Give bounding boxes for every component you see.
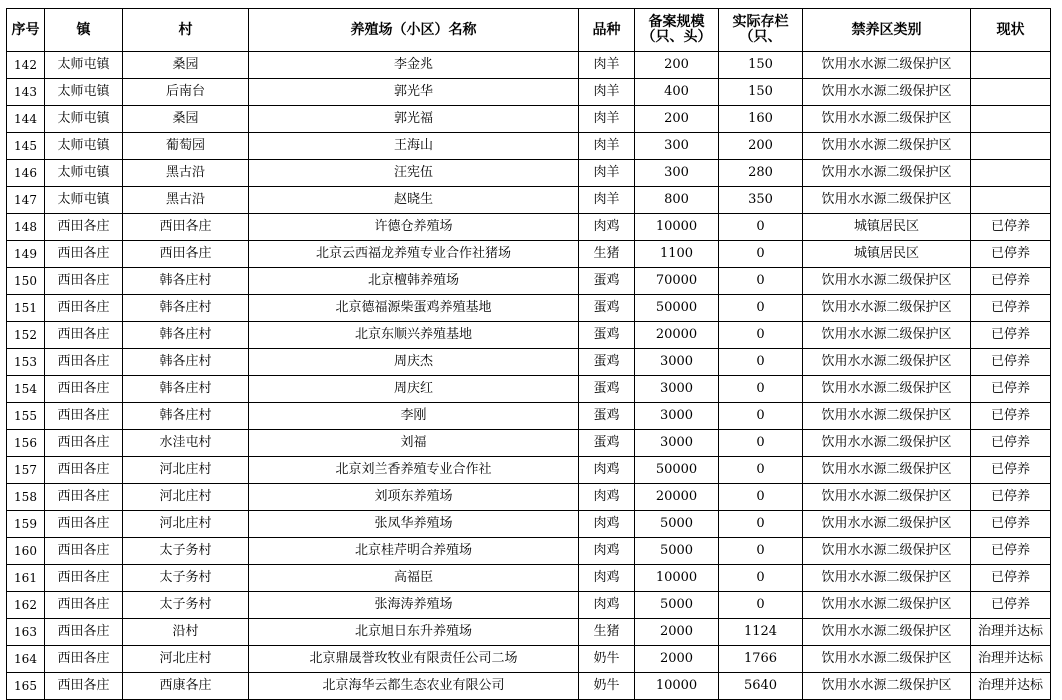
header-actual-stock: 实际存栏（只、 <box>719 9 803 52</box>
cell-seq: 160 <box>7 538 45 565</box>
cell-status: 治理并达标 <box>971 673 1051 700</box>
header-species: 品种 <box>579 9 635 52</box>
cell-registered-scale: 5000 <box>635 592 719 619</box>
table-row <box>7 484 1051 511</box>
cell-village: 太子务村 <box>123 538 249 565</box>
cell-status: 已停养 <box>971 403 1051 430</box>
cell-status: 已停养 <box>971 241 1051 268</box>
cell-actual-stock: 5640 <box>719 673 803 700</box>
cell-zone-category: 城镇居民区 <box>803 241 971 268</box>
cell-farm-name: 汪宪伍 <box>249 160 579 187</box>
cell-actual-stock: 160 <box>719 106 803 133</box>
table-body <box>7 52 1051 700</box>
table-row <box>7 403 1051 430</box>
table-row <box>7 106 1051 133</box>
cell-village: 韩各庄村 <box>123 376 249 403</box>
cell-town: 太师屯镇 <box>45 106 123 133</box>
cell-species: 肉鸡 <box>579 214 635 241</box>
cell-town: 西田各庄 <box>45 619 123 646</box>
cell-seq: 157 <box>7 457 45 484</box>
cell-town: 西田各庄 <box>45 511 123 538</box>
table-row <box>7 376 1051 403</box>
cell-seq: 152 <box>7 322 45 349</box>
cell-village: 韩各庄村 <box>123 322 249 349</box>
cell-farm-name: 张凤华养殖场 <box>249 511 579 538</box>
cell-village: 河北庄村 <box>123 484 249 511</box>
cell-actual-stock: 0 <box>719 592 803 619</box>
cell-zone-category: 饮用水水源二级保护区 <box>803 160 971 187</box>
header-farm-name: 养殖场（小区）名称 <box>249 9 579 52</box>
cell-status: 已停养 <box>971 349 1051 376</box>
table-row <box>7 79 1051 106</box>
cell-zone-category: 饮用水水源二级保护区 <box>803 430 971 457</box>
cell-town: 太师屯镇 <box>45 133 123 160</box>
cell-town: 西田各庄 <box>45 538 123 565</box>
cell-species: 蛋鸡 <box>579 403 635 430</box>
cell-seq: 154 <box>7 376 45 403</box>
cell-species: 蛋鸡 <box>579 430 635 457</box>
cell-actual-stock: 0 <box>719 511 803 538</box>
cell-registered-scale: 50000 <box>635 457 719 484</box>
cell-status <box>971 52 1051 79</box>
table-row <box>7 430 1051 457</box>
cell-town: 西田各庄 <box>45 241 123 268</box>
cell-village: 水洼屯村 <box>123 430 249 457</box>
cell-town: 太师屯镇 <box>45 160 123 187</box>
cell-town: 太师屯镇 <box>45 52 123 79</box>
cell-species: 肉鸡 <box>579 538 635 565</box>
header-town: 镇 <box>45 9 123 52</box>
cell-village: 韩各庄村 <box>123 268 249 295</box>
cell-registered-scale: 20000 <box>635 322 719 349</box>
cell-registered-scale: 2000 <box>635 619 719 646</box>
cell-seq: 144 <box>7 106 45 133</box>
cell-status: 已停养 <box>971 484 1051 511</box>
cell-species: 肉鸡 <box>579 484 635 511</box>
cell-actual-stock: 0 <box>719 430 803 457</box>
cell-actual-stock: 1766 <box>719 646 803 673</box>
cell-status <box>971 187 1051 214</box>
cell-status: 已停养 <box>971 538 1051 565</box>
table-row <box>7 592 1051 619</box>
cell-registered-scale: 5000 <box>635 511 719 538</box>
cell-status: 已停养 <box>971 295 1051 322</box>
cell-village: 桑园 <box>123 106 249 133</box>
header-status: 现状 <box>971 9 1051 52</box>
header-row <box>7 9 1051 52</box>
cell-species: 蛋鸡 <box>579 268 635 295</box>
cell-farm-name: 李刚 <box>249 403 579 430</box>
cell-zone-category: 饮用水水源二级保护区 <box>803 646 971 673</box>
cell-status: 已停养 <box>971 565 1051 592</box>
cell-village: 河北庄村 <box>123 646 249 673</box>
cell-village: 河北庄村 <box>123 511 249 538</box>
cell-registered-scale: 200 <box>635 52 719 79</box>
cell-farm-name: 北京檀韩养殖场 <box>249 268 579 295</box>
cell-registered-scale: 3000 <box>635 376 719 403</box>
cell-village: 沿村 <box>123 619 249 646</box>
cell-zone-category: 饮用水水源二级保护区 <box>803 673 971 700</box>
cell-farm-name: 王海山 <box>249 133 579 160</box>
cell-seq: 158 <box>7 484 45 511</box>
cell-registered-scale: 3000 <box>635 403 719 430</box>
cell-zone-category: 饮用水水源二级保护区 <box>803 187 971 214</box>
cell-village: 西田各庄 <box>123 241 249 268</box>
cell-seq: 153 <box>7 349 45 376</box>
cell-farm-name: 北京海华云都生态农业有限公司 <box>249 673 579 700</box>
table-row <box>7 133 1051 160</box>
cell-farm-name: 郭光福 <box>249 106 579 133</box>
cell-species: 蛋鸡 <box>579 349 635 376</box>
cell-town: 西田各庄 <box>45 349 123 376</box>
cell-zone-category: 饮用水水源二级保护区 <box>803 295 971 322</box>
cell-town: 西田各庄 <box>45 376 123 403</box>
cell-zone-category: 饮用水水源二级保护区 <box>803 511 971 538</box>
cell-village: 黑古沿 <box>123 160 249 187</box>
cell-seq: 163 <box>7 619 45 646</box>
table-row <box>7 457 1051 484</box>
cell-village: 韩各庄村 <box>123 403 249 430</box>
cell-actual-stock: 0 <box>719 538 803 565</box>
cell-town: 西田各庄 <box>45 565 123 592</box>
cell-actual-stock: 200 <box>719 133 803 160</box>
cell-actual-stock: 0 <box>719 457 803 484</box>
cell-seq: 148 <box>7 214 45 241</box>
cell-actual-stock: 280 <box>719 160 803 187</box>
cell-farm-name: 高福臣 <box>249 565 579 592</box>
cell-seq: 145 <box>7 133 45 160</box>
cell-seq: 159 <box>7 511 45 538</box>
cell-town: 西田各庄 <box>45 592 123 619</box>
cell-town: 西田各庄 <box>45 403 123 430</box>
cell-registered-scale: 3000 <box>635 349 719 376</box>
cell-seq: 155 <box>7 403 45 430</box>
cell-farm-name: 许德仓养殖场 <box>249 214 579 241</box>
cell-registered-scale: 1100 <box>635 241 719 268</box>
cell-species: 肉羊 <box>579 52 635 79</box>
cell-seq: 164 <box>7 646 45 673</box>
cell-registered-scale: 300 <box>635 133 719 160</box>
cell-species: 肉羊 <box>579 133 635 160</box>
cell-farm-name: 北京云西福龙养殖专业合作社猪场 <box>249 241 579 268</box>
cell-zone-category: 饮用水水源二级保护区 <box>803 349 971 376</box>
cell-registered-scale: 10000 <box>635 673 719 700</box>
cell-seq: 142 <box>7 52 45 79</box>
cell-town: 西田各庄 <box>45 484 123 511</box>
cell-village: 葡萄园 <box>123 133 249 160</box>
cell-status: 已停养 <box>971 214 1051 241</box>
cell-village: 韩各庄村 <box>123 349 249 376</box>
cell-actual-stock: 150 <box>719 52 803 79</box>
cell-species: 肉鸡 <box>579 457 635 484</box>
cell-zone-category: 饮用水水源二级保护区 <box>803 592 971 619</box>
cell-species: 蛋鸡 <box>579 376 635 403</box>
cell-village: 太子务村 <box>123 592 249 619</box>
cell-town: 太师屯镇 <box>45 79 123 106</box>
cell-zone-category: 饮用水水源二级保护区 <box>803 133 971 160</box>
cell-seq: 162 <box>7 592 45 619</box>
cell-seq: 165 <box>7 673 45 700</box>
cell-registered-scale: 3000 <box>635 430 719 457</box>
cell-status: 治理并达标 <box>971 619 1051 646</box>
cell-village: 西田各庄 <box>123 214 249 241</box>
cell-zone-category: 城镇居民区 <box>803 214 971 241</box>
table-row <box>7 268 1051 295</box>
cell-zone-category: 饮用水水源二级保护区 <box>803 79 971 106</box>
cell-actual-stock: 150 <box>719 79 803 106</box>
cell-seq: 161 <box>7 565 45 592</box>
cell-seq: 156 <box>7 430 45 457</box>
cell-seq: 143 <box>7 79 45 106</box>
cell-village: 桑园 <box>123 52 249 79</box>
table-row <box>7 511 1051 538</box>
cell-registered-scale: 10000 <box>635 565 719 592</box>
cell-village: 黑古沿 <box>123 187 249 214</box>
cell-town: 西田各庄 <box>45 322 123 349</box>
cell-actual-stock: 0 <box>719 241 803 268</box>
cell-actual-stock: 0 <box>719 214 803 241</box>
cell-farm-name: 李金兆 <box>249 52 579 79</box>
cell-farm-name: 赵晓生 <box>249 187 579 214</box>
table-row <box>7 322 1051 349</box>
cell-species: 肉羊 <box>579 160 635 187</box>
cell-farm-name: 北京德福源柴蛋鸡养殖基地 <box>249 295 579 322</box>
cell-town: 太师屯镇 <box>45 187 123 214</box>
table-row <box>7 349 1051 376</box>
cell-farm-name: 北京旭日东升养殖场 <box>249 619 579 646</box>
cell-village: 韩各庄村 <box>123 295 249 322</box>
cell-farm-name: 郭光华 <box>249 79 579 106</box>
cell-seq: 151 <box>7 295 45 322</box>
cell-status: 治理并达标 <box>971 646 1051 673</box>
cell-status: 已停养 <box>971 268 1051 295</box>
table-row <box>7 187 1051 214</box>
cell-farm-name: 北京刘兰香养殖专业合作社 <box>249 457 579 484</box>
cell-registered-scale: 800 <box>635 187 719 214</box>
cell-farm-name: 周庆红 <box>249 376 579 403</box>
cell-registered-scale: 10000 <box>635 214 719 241</box>
cell-registered-scale: 400 <box>635 79 719 106</box>
cell-status: 已停养 <box>971 430 1051 457</box>
cell-farm-name: 周庆杰 <box>249 349 579 376</box>
cell-seq: 150 <box>7 268 45 295</box>
cell-actual-stock: 0 <box>719 349 803 376</box>
cell-registered-scale: 2000 <box>635 646 719 673</box>
cell-seq: 146 <box>7 160 45 187</box>
table-row <box>7 52 1051 79</box>
cell-status: 已停养 <box>971 322 1051 349</box>
table-row <box>7 619 1051 646</box>
livestock-farm-table <box>6 8 1051 700</box>
header-village: 村 <box>123 9 249 52</box>
cell-farm-name: 北京东顺兴养殖基地 <box>249 322 579 349</box>
table-row <box>7 160 1051 187</box>
cell-registered-scale: 300 <box>635 160 719 187</box>
table-row <box>7 646 1051 673</box>
cell-species: 奶牛 <box>579 646 635 673</box>
cell-status: 已停养 <box>971 592 1051 619</box>
cell-status: 已停养 <box>971 511 1051 538</box>
cell-zone-category: 饮用水水源二级保护区 <box>803 322 971 349</box>
header-registered-scale: 备案规模（只、头） <box>635 9 719 52</box>
cell-seq: 149 <box>7 241 45 268</box>
cell-registered-scale: 200 <box>635 106 719 133</box>
cell-village: 河北庄村 <box>123 457 249 484</box>
cell-town: 西田各庄 <box>45 214 123 241</box>
cell-registered-scale: 20000 <box>635 484 719 511</box>
cell-status <box>971 133 1051 160</box>
cell-town: 西田各庄 <box>45 295 123 322</box>
cell-zone-category: 饮用水水源二级保护区 <box>803 403 971 430</box>
cell-village: 太子务村 <box>123 565 249 592</box>
cell-zone-category: 饮用水水源二级保护区 <box>803 538 971 565</box>
table-row <box>7 673 1051 700</box>
cell-species: 肉鸡 <box>579 511 635 538</box>
header-zone-category: 禁养区类别 <box>803 9 971 52</box>
cell-village: 后南台 <box>123 79 249 106</box>
cell-farm-name: 北京鼎晟誉玫牧业有限责任公司二场 <box>249 646 579 673</box>
table-row <box>7 214 1051 241</box>
cell-registered-scale: 70000 <box>635 268 719 295</box>
cell-status <box>971 106 1051 133</box>
table-row <box>7 295 1051 322</box>
cell-town: 西田各庄 <box>45 646 123 673</box>
cell-registered-scale: 5000 <box>635 538 719 565</box>
cell-zone-category: 饮用水水源二级保护区 <box>803 457 971 484</box>
cell-species: 蛋鸡 <box>579 322 635 349</box>
cell-status <box>971 160 1051 187</box>
cell-farm-name: 刘项东养殖场 <box>249 484 579 511</box>
cell-species: 生猪 <box>579 241 635 268</box>
cell-status <box>971 79 1051 106</box>
cell-zone-category: 饮用水水源二级保护区 <box>803 484 971 511</box>
cell-species: 生猪 <box>579 619 635 646</box>
table-row <box>7 565 1051 592</box>
cell-actual-stock: 0 <box>719 295 803 322</box>
cell-farm-name: 刘福 <box>249 430 579 457</box>
cell-farm-name: 北京桂芹明合养殖场 <box>249 538 579 565</box>
cell-town: 西田各庄 <box>45 268 123 295</box>
cell-species: 蛋鸡 <box>579 295 635 322</box>
cell-actual-stock: 350 <box>719 187 803 214</box>
cell-zone-category: 饮用水水源二级保护区 <box>803 268 971 295</box>
cell-status: 已停养 <box>971 376 1051 403</box>
cell-registered-scale: 50000 <box>635 295 719 322</box>
cell-actual-stock: 0 <box>719 268 803 295</box>
cell-species: 肉鸡 <box>579 592 635 619</box>
cell-zone-category: 饮用水水源二级保护区 <box>803 106 971 133</box>
cell-town: 西田各庄 <box>45 430 123 457</box>
cell-town: 西田各庄 <box>45 673 123 700</box>
cell-village: 西康各庄 <box>123 673 249 700</box>
cell-actual-stock: 1124 <box>719 619 803 646</box>
header-seq: 序号 <box>7 9 45 52</box>
cell-seq: 147 <box>7 187 45 214</box>
cell-actual-stock: 0 <box>719 376 803 403</box>
cell-actual-stock: 0 <box>719 403 803 430</box>
cell-actual-stock: 0 <box>719 322 803 349</box>
cell-species: 肉羊 <box>579 79 635 106</box>
cell-status: 已停养 <box>971 457 1051 484</box>
table-row <box>7 538 1051 565</box>
table-row <box>7 241 1051 268</box>
cell-zone-category: 饮用水水源二级保护区 <box>803 52 971 79</box>
cell-species: 肉羊 <box>579 106 635 133</box>
cell-species: 肉羊 <box>579 187 635 214</box>
cell-town: 西田各庄 <box>45 457 123 484</box>
cell-zone-category: 饮用水水源二级保护区 <box>803 376 971 403</box>
cell-zone-category: 饮用水水源二级保护区 <box>803 619 971 646</box>
cell-actual-stock: 0 <box>719 565 803 592</box>
cell-species: 奶牛 <box>579 673 635 700</box>
cell-farm-name: 张海涛养殖场 <box>249 592 579 619</box>
cell-zone-category: 饮用水水源二级保护区 <box>803 565 971 592</box>
cell-actual-stock: 0 <box>719 484 803 511</box>
cell-species: 肉鸡 <box>579 565 635 592</box>
